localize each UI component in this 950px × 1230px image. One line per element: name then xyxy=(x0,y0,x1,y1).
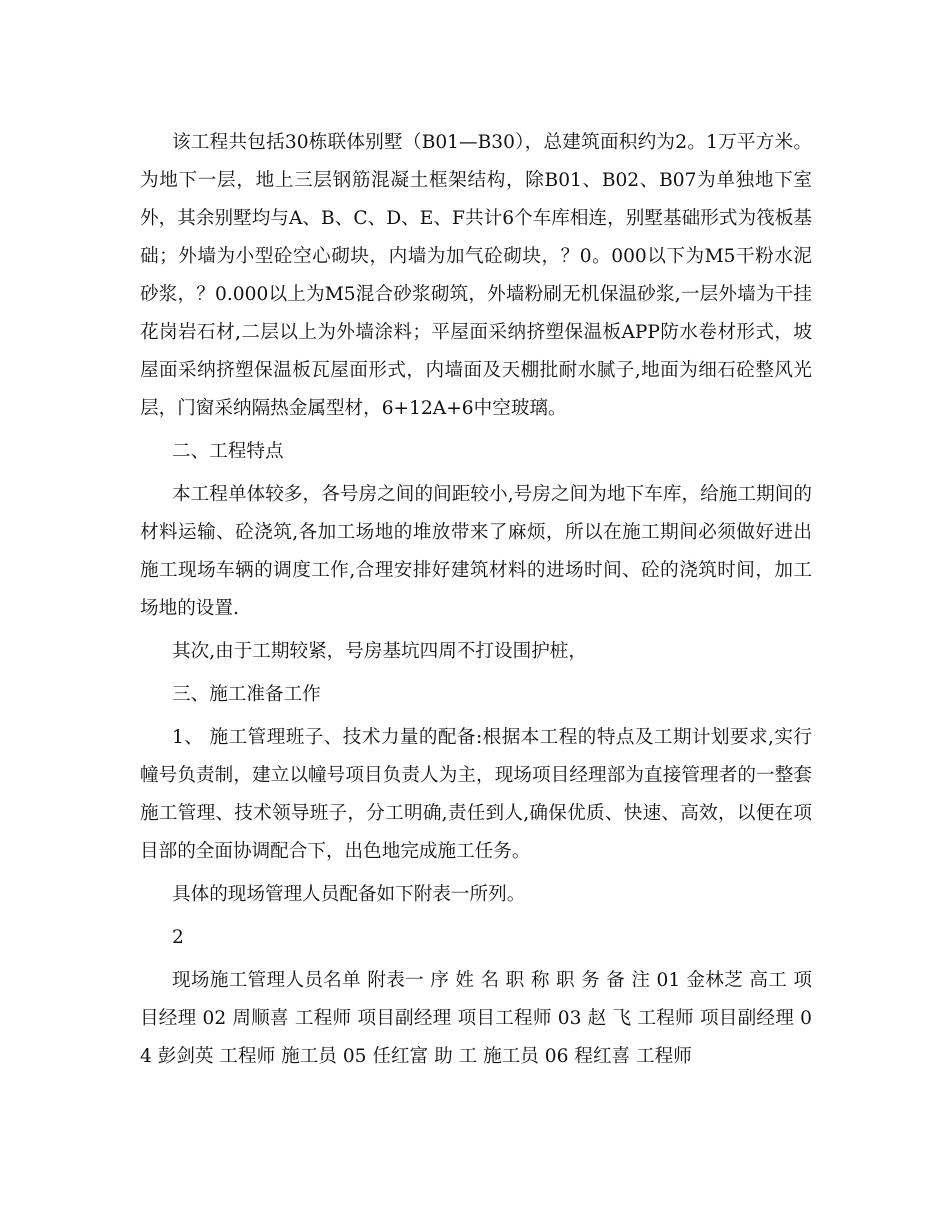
document-body xyxy=(140,124,812,1081)
section-heading-project-features: 二、工程特点 xyxy=(172,441,284,462)
paragraph-project-overview: 该工程共包括30栋联体别墅（B01—B30），总建筑面积约为2。1万平方米。为地下一层，地上三层钢筋混凝土框架结构，除B01、B02、B07为单独地下室外，其余别墅均与A、B、C、D、E、F共计6个车库相连，别墅基础形式为筏板基础；外墙为小型砼空心砌块，内墙为加气砼砌块，？0。000以下为M5干粉水泥砂浆，？0.000以上为M5混合砂浆砌筑，外墙粉刷无机保温砂浆,一层外墙为干挂花岗岩石材,二层以上为外墙涂料；平屋面采纳挤塑保温板APP防水卷材形式，坡屋面采纳挤塑保温板瓦屋面形式，内墙面及天棚批耐水腻子,地面为细石砼整风光层，门窗采纳隔热金属型材，6+12A+6中空玻璃。 xyxy=(140,132,812,419)
paragraph-project-features: 本工程单体较多，各号房之间的间距较小,号房之间为地下车库，给施工期间的材料运输、砼浇筑,各加工场地的堆放带来了麻烦，所以在施工期间必须做好进出施工现场车辆的调度工作,合理安排好建筑材料的进场时间、砼的浇筑时间，加工场地的设置. xyxy=(140,484,812,619)
paragraph-staff-list: 现场施工管理人员名单 附表一 序 姓 名 职 称 职 务 备 注 01 金林芝 高工 项目经理 02 周顺喜 工程师 项目副经理 项目工程师 03 赵 飞 工程师 项目副经理 04 彭剑英 工程师 施工员 05 任红富 助 工 施工员 06 程红喜 工程师 xyxy=(140,970,812,1067)
page-number: 2 xyxy=(172,927,184,948)
paragraph-schedule-note: 其次,由于工期较紧，号房基坑四周不打设围护桩， xyxy=(172,641,587,662)
section-heading-construction-preparation: 三、施工准备工作 xyxy=(172,684,321,705)
paragraph-management-team: 1、 施工管理班子、技术力量的配备:根据本工程的特点及工期计划要求,实行幢号负责制，建立以幢号项目负责人为主，现场项目经理部为直接管理者的一整套施工管理、技术领导班子，分工明确,责任到人,确保优质、快速、高效，以便在项目部的全面协调配合下，出色地完成施工任务。 xyxy=(140,727,812,862)
paragraph-staffing-reference: 具体的现场管理人员配备如下附表一所列。 xyxy=(172,884,526,905)
